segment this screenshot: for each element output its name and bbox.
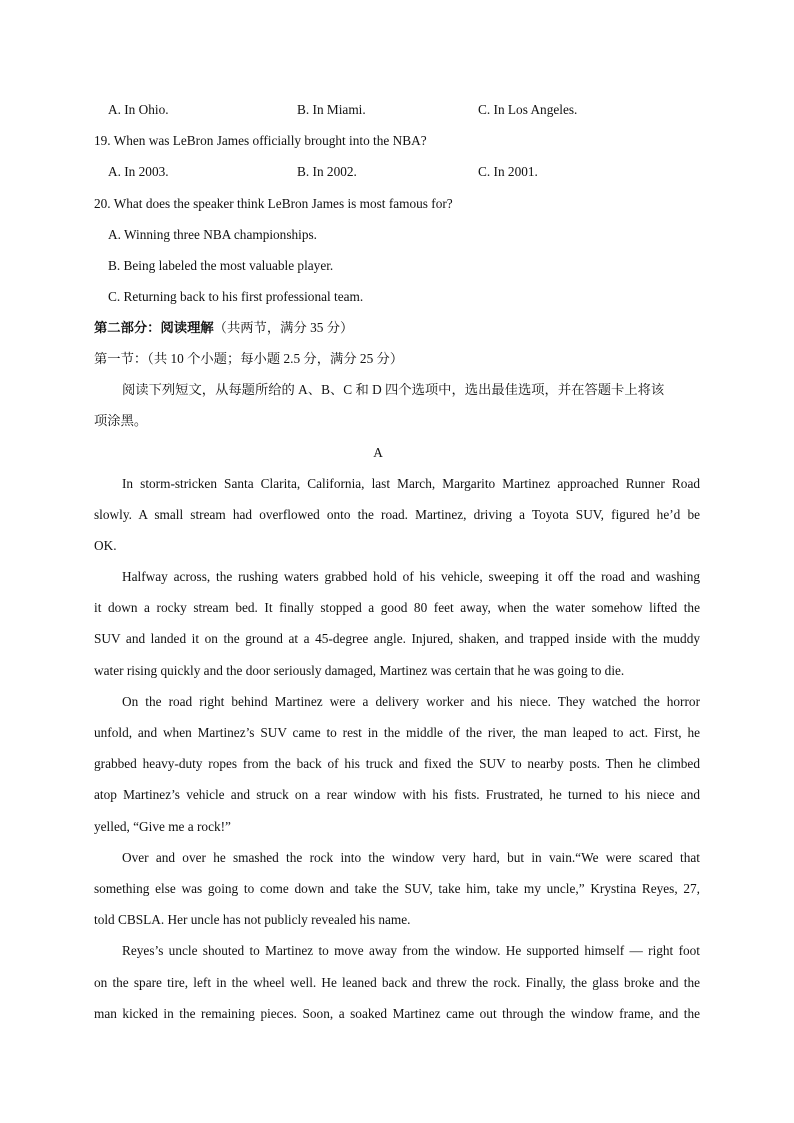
part-two-heading: [94, 319, 353, 337]
passage-line: Over and over he smashed the rock into the window very hard, but in vain.“We were scared that: [122, 850, 700, 865]
passage-line: it down a rocky stream bed. It finally stopped a good 80 feet away, when the water somehow lifted the: [94, 600, 700, 615]
passage-line: On the road right behind Martinez were a delivery worker and his niece. They watched the horror: [122, 694, 700, 709]
q19-option-b[interactable]: B. In 2002.: [297, 164, 357, 179]
q18-option-b[interactable]: B. In Miami.: [297, 102, 366, 117]
q20-option-c[interactable]: C. Returning back to his first professional team.: [108, 289, 364, 304]
instruction-line-1: 阅读下列短文，从每题所给的 A、B、C 和 D 四个选项中，选出最佳选项，并在答题卡上将该: [122, 382, 665, 397]
passage-line: In storm-stricken Santa Clarita, California, last March, Margarito Martinez approached Runner Road: [122, 476, 700, 491]
passage-line: something else was going to come down and take the SUV, take him, take my uncle,” Krystina Reyes, 27,: [94, 881, 700, 896]
passage-line: Halfway across, the rushing waters grabbed hold of his vehicle, sweeping it off the road and washing: [122, 569, 700, 584]
q20-option-a[interactable]: A. Winning three NBA championships.: [108, 227, 317, 242]
part-two-heading-score: （共两节，满分 35 分）: [213, 320, 354, 335]
q19-question: 19. When was LeBron James officially brought into the NBA?: [94, 133, 427, 148]
passage-line: unfold, and when Martinez’s SUV came to rest in the middle of the river, the man leaped to act. First, he: [94, 725, 700, 740]
passage-line: yelled, “Give me a rock!”: [94, 819, 231, 834]
q19-option-a[interactable]: A. In 2003.: [108, 164, 169, 179]
q19-option-c[interactable]: C. In 2001.: [478, 164, 538, 179]
passage-line: water rising quickly and the door seriously damaged, Martinez was certain that he was going to die.: [94, 663, 625, 678]
q20-option-b[interactable]: B. Being labeled the most valuable player.: [108, 258, 334, 273]
passage-line: atop Martinez’s vehicle and struck on a rear window with his fists. Frustrated, he turned to his niece and: [94, 787, 700, 802]
instruction-line-2: 项涂黑。: [94, 413, 148, 428]
passage-line: told CBSLA. Her uncle has not publicly revealed his name.: [94, 912, 411, 927]
passage-line: OK.: [94, 538, 117, 553]
passage-line: on the spare tire, left in the wheel well. He leaned back and threw the rock. Finally, the glass broke and the: [94, 975, 700, 990]
section-one-heading: 第一节：（共 10 个小题；每小题 2.5 分，满分 25 分）: [94, 351, 404, 366]
passage-label: A: [373, 445, 383, 460]
passage-line: man kicked in the remaining pieces. Soon, a soaked Martinez came out through the window frame, and the: [94, 1006, 700, 1021]
passage-line: slowly. A small stream had overflowed onto the road. Martinez, driving a Toyota SUV, figured he’d be: [94, 507, 700, 522]
q20-question: 20. What does the speaker think LeBron James is most famous for?: [94, 196, 453, 211]
passage-line: SUV and landed it on the ground at a 45-degree angle. Injured, shaken, and trapped inside with the muddy: [94, 631, 700, 646]
q18-option-a[interactable]: A. In Ohio.: [108, 102, 169, 117]
passage-line: Reyes’s uncle shouted to Martinez to move away from the window. He supported himself — right foot: [122, 943, 700, 958]
part-two-heading-title: 第二部分：阅读理解: [94, 320, 214, 335]
passage-line: grabbed heavy-duty ropes from the back of his truck and fixed the SUV to nearby posts. Then he climbed: [94, 756, 700, 771]
q18-option-c[interactable]: C. In Los Angeles.: [478, 102, 578, 117]
